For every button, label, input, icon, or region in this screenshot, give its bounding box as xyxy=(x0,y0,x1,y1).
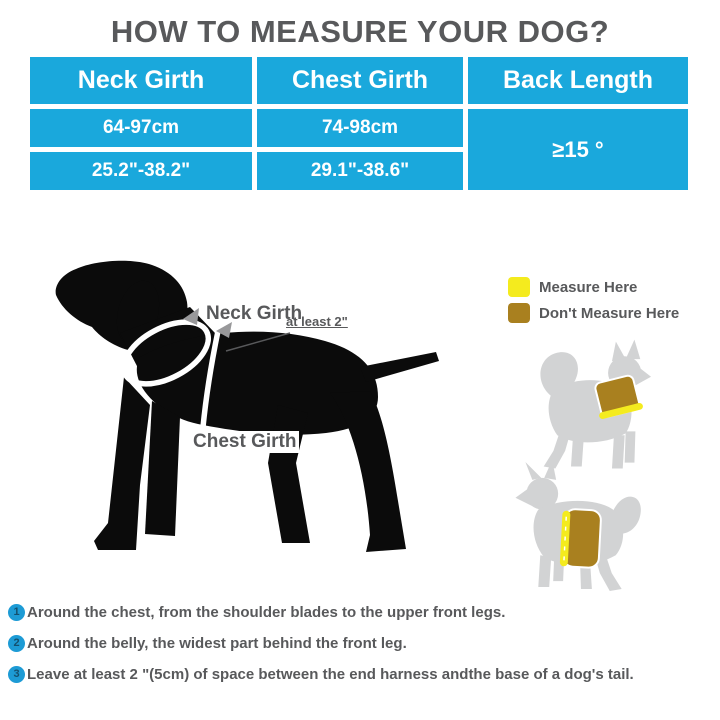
neck-measure-dog-icon xyxy=(530,336,652,476)
note-belly xyxy=(8,635,714,652)
note-3-text: Leave at least 2 "(5cm) of space between the end harness andthe base of a dog's tail. xyxy=(27,666,634,683)
page-title: HOW TO MEASURE YOUR DOG? xyxy=(110,14,610,49)
belly-band xyxy=(560,509,602,569)
note-tail-clearance xyxy=(8,666,714,683)
neck-girth-label: Neck Girth xyxy=(206,303,303,324)
note-2-bullet: 2 xyxy=(8,635,25,652)
back-length-value: ≥15 ° xyxy=(468,109,688,190)
size-table xyxy=(30,57,688,190)
note-1-text: Around the chest, from the shoulder blades to the upper front legs. xyxy=(27,604,506,621)
legend-measure-label: Measure Here xyxy=(539,278,638,296)
note-3-bullet: 3 xyxy=(8,666,25,683)
col-header-chest-girth: Chest Girth xyxy=(257,57,463,104)
chest-girth-cm: 74-98cm xyxy=(257,109,463,147)
legend-dont-measure-label: Don't Measure Here xyxy=(539,304,680,322)
chest-girth-inches: 29.1"-38.6" xyxy=(257,152,463,190)
col-header-back-length: Back Length xyxy=(468,57,688,104)
clearance-label: at least 2" xyxy=(286,314,348,329)
belly-measure-dog-icon xyxy=(512,460,642,594)
col-header-neck-girth: Neck Girth xyxy=(30,57,252,104)
measuring-diagram xyxy=(40,255,460,585)
neck-girth-inches: 25.2"-38.2" xyxy=(30,152,252,190)
note-1-bullet: 1 xyxy=(8,604,25,621)
neck-girth-cm: 64-97cm xyxy=(30,109,252,147)
legend xyxy=(508,277,679,329)
chest-girth-label: Chest Girth xyxy=(190,431,299,453)
legend-dont-measure-here xyxy=(508,303,679,323)
note-chest xyxy=(8,604,714,621)
note-2-text: Around the belly, the widest part behind the front leg. xyxy=(27,635,407,652)
instruction-notes xyxy=(8,604,714,697)
measure-here-swatch-icon xyxy=(508,277,530,297)
dont-measure-here-swatch-icon xyxy=(508,303,530,323)
legend-measure-here xyxy=(508,277,679,297)
